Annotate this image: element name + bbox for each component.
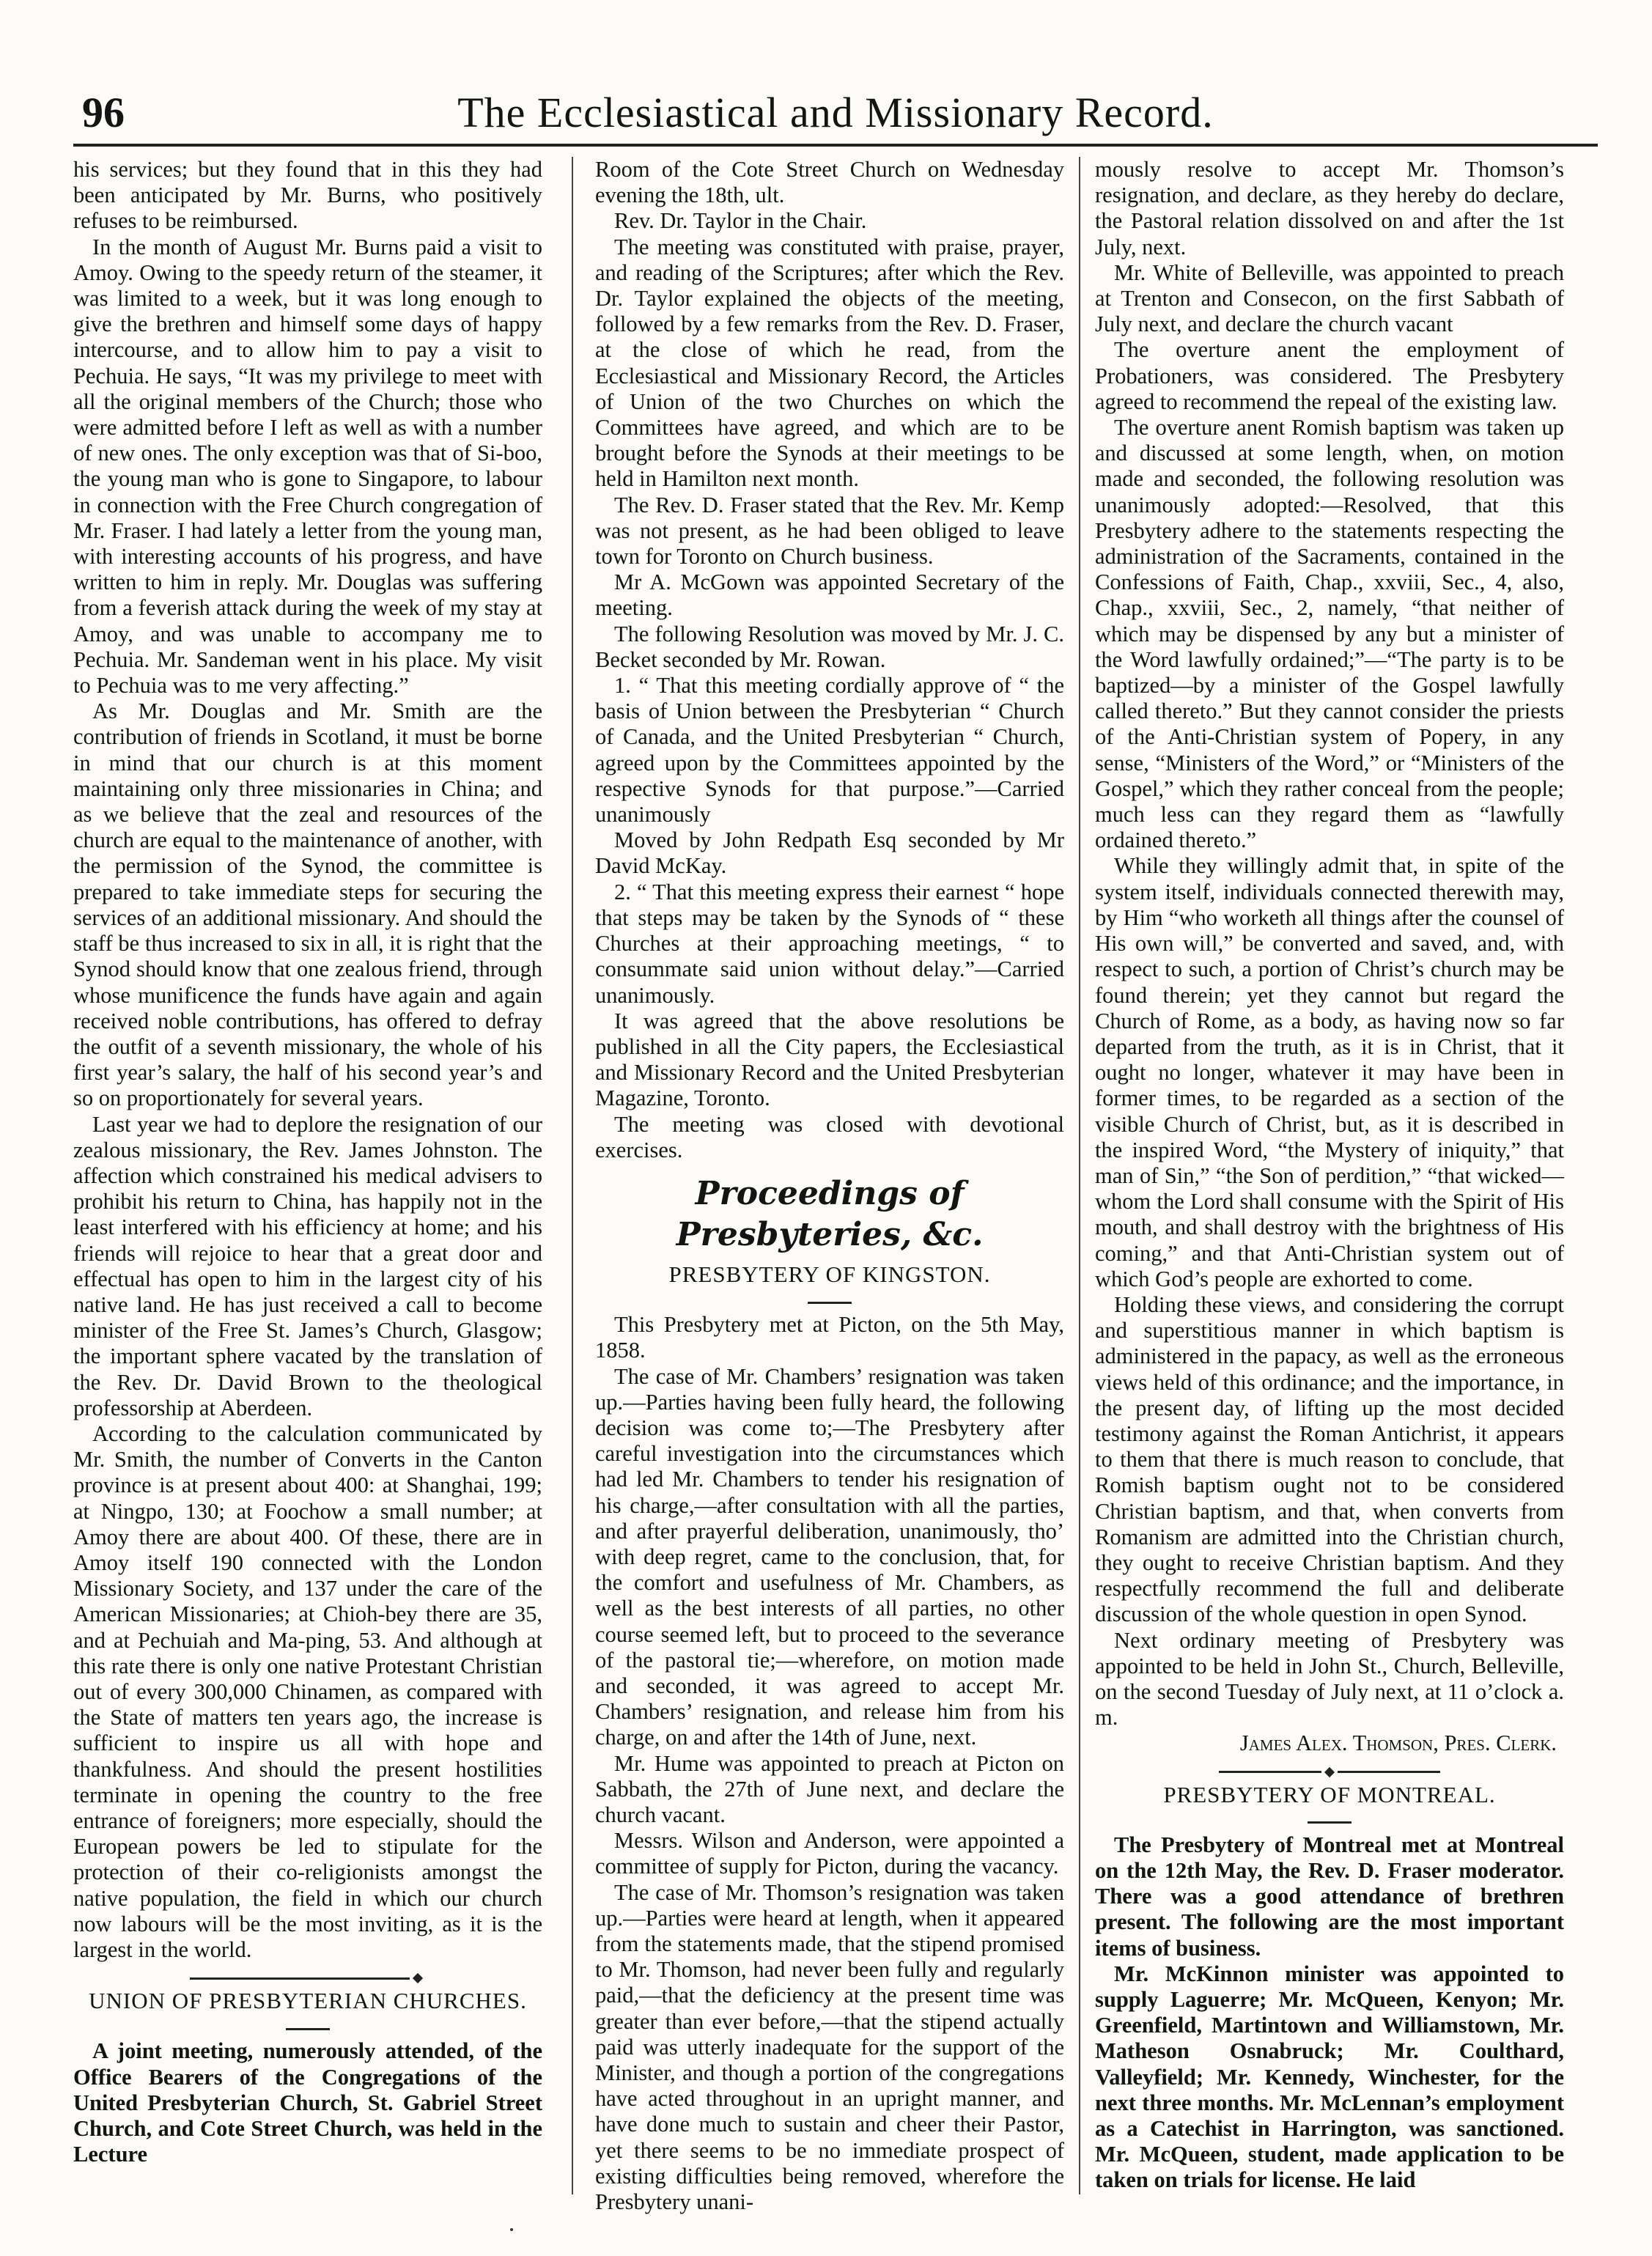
- paragraph: As Mr. Douglas and Mr. Smith are the contribution of friends in Scotland, it must be borne in mind that our church is at this moment maintaining only three missionaries in China; and as we believe that the zeal and resources of the church are equal to the maintenance of another, with the permission of the Synod, the committee is prepared to take immediate steps for securing the services of an additional missionary. And should the staff be thus increased to six in all, it is right that the Synod should know that one zealous friend, through whose munificence the funds have again and again received noble contributions, has offered to defray the outfit of a seventh missionary, the whole of his first year’s salary, the half of his second year’s and so on proportionately for several years.: [73, 698, 542, 1111]
- paragraph: Mr A. McGown was appointed Secretary of the meeting.: [595, 569, 1064, 621]
- paragraph: In the month of August Mr. Burns paid a visit to Amoy. Owing to the speedy return of the steamer, it was limited to a week, but it was long enough to give the brethren and himself some days of happy intercourse, and to allow him to pay a visit to Pechuia. He says, “It was my privilege to meet with all the original members of the Church; those who were admitted before I left as well as with a number of new ones. The only exception was that of Si-boo, the young man who is gone to Singapore, to labour in connection with the Free Church congregation of Mr. Fraser. I had lately a letter from the young man, with interesting accounts of his progress, and have written to him in reply. Mr. Douglas was suffering from a feverish attack during the week of my stay at Amoy, and was unable to accompany me to Pechuia. Mr. Sandeman went in his place. My visit to Pechuia was to me very affecting.”: [73, 234, 542, 698]
- ornament-divider: [1095, 1764, 1564, 1776]
- column-divider: [1079, 157, 1080, 2194]
- paragraph: The meeting was closed with devotional exercises.: [595, 1111, 1064, 1162]
- paragraph: Last year we had to deplore the resignation of our zealous missionary, the Rev. James Johnston. The affection which constrained his medical advisers to prohibit his return to China, has happily not in the least interfered with his efficiency at home; and his friends will rejoice to hear that a great door and effectual has open to him in the largest city of his native land. He has just received a call to become minister of the Free St. James’s Church, Glasgow; the important sphere vacated by the translation of the Rev. Dr. David Brown to the theological professorship at Aberdeen.: [73, 1111, 542, 1420]
- paragraph: Mr. McKinnon minister was appointed to supply Laguerre; Mr. McQueen, Kenyon; Mr. Greenfield, Martintown and Williamstown, Mr. Matheson Osnabruck; Mr. Coulthard, Valleyfield; Mr. Kennedy, Winchester, for the next three months. Mr. McLennan’s employment as a Catechist in Harrington, was sanctioned. Mr. McQueen, student, made application to be taken on trials for license. He laid: [1095, 1961, 1564, 2193]
- paragraph: It was agreed that the above resolutions be published in all the City papers, the Ecclesiastical and Missionary Record and the United Presbyterian Magazine, Toronto.: [595, 1008, 1064, 1111]
- paragraph: The case of Mr. Chambers’ resignation was taken up.—Parties having been fully heard, the following decision was come to;—The Presbytery after careful investigation into the circumstances which had led Mr. Chambers to tender his resignation of his charge,—after consultation with all the parties, and after prayerful deliberation, unanimously, tho’ with deep regret, came to the conclusion, that, for the comfort and usefulness of Mr. Chambers, as well as the best interests of all parties, no other course seemed left, but to proceed to the severance of the pastoral tie;—wherefore, on motion made and seconded, it was agreed to accept Mr. Chambers’ resignation, and release him from his charge, on and after the 14th of June, next.: [595, 1363, 1064, 1750]
- paragraph: Next ordinary meeting of Presbytery was appointed to be held in John St., Church, Belleville, on the second Tuesday of July next, at 11 o’clock a. m.: [1095, 1627, 1564, 1730]
- column-divider: [572, 157, 573, 2194]
- column-2: [595, 157, 1064, 2215]
- paragraph: The overture anent the employment of Probationers, was considered. The Presbytery agreed to recommend the repeal of the existing law.: [1095, 337, 1564, 414]
- page-number: 96: [82, 89, 125, 136]
- section-heading-kingston: PRESBYTERY OF KINGSTON.: [668, 1261, 991, 1287]
- short-rule: [595, 1294, 1064, 1306]
- resolution-1: 1. “ That this meeting cordially approve of “ the basis of Union between the Presbyterian “ Church of Canada, and the United Presbyterian “ Church, agreed upon by the Committees appointed by the respective Synods for that purpose.”—Carried unanimously: [595, 673, 1064, 827]
- paragraph: The Rev. D. Fraser stated that the Rev. Mr. Kemp was not present, as he had been obliged to leave town for Toronto on Church business.: [595, 492, 1064, 569]
- ornament-divider: [73, 1970, 542, 1982]
- page-speck: [510, 2228, 513, 2231]
- paragraph: Mr. Hume was appointed to preach at Picton on Sabbath, the 27th of June next, and declare the church vacant.: [595, 1750, 1064, 1827]
- journal-title: The Ecclesiastical and Missionary Record.: [457, 89, 1214, 136]
- header-rule: [73, 144, 1598, 147]
- paragraph: According to the calculation communicated by Mr. Smith, the number of Converts in the Canton province is at present about 400: at Shanghai, 199; at Ningpo, 130; at Foochow a small number; at Amoy there are about 400. Of these, there are in Amoy itself 190 connected with the London Missionary Society, and 137 under the care of the American Missionaries; at Chioh-bey there are 35, and at Pechuiah and Ma-ping, 53. And although at this rate there is only one native Protestant Christian out of every 300,000 Chinamen, as compared with the State of matters ten years ago, the increase is sufficient to inspire us all with hope and thankfulness. And should the present hostilities terminate in opening the country to the free entrance of foreigners; more especially, should the European powers be led to stipulate for the protection of their co-religionists amongst the native population, the field in which our church now labours will be the most inviting, as it is the largest in the world.: [73, 1420, 542, 1963]
- paragraph: The meeting was constituted with praise, prayer, and reading of the Scriptures; after which the Rev. Dr. Taylor explained the objects of the meeting, followed by a few remarks from the Rev. D. Fraser, at the close of which he read, from the Ecclesiastical and Missionary Record, the Articles of Union of the two Churches on which the Committees have agreed, and which are to be brought before the Synods at their meetings to be held in Hamilton next month.: [595, 234, 1064, 492]
- paragraph: This Presbytery met at Picton, on the 5th May, 1858.: [595, 1312, 1064, 1363]
- paragraph: Holding these views, and considering the corrupt and superstitious manner in which baptism is administered in the papacy, as well as the erroneous views held of this ordinance; and the importance, in the present day, of lifting up the most decided testimony against the Roman Antichrist, it appears to them that there is much reason to conclude, that Romish baptism ought not to be considered Christian baptism, and that, when converts from Romanism are admitted into the Christian church, they ought to receive Christian baptism. And they respectfully recommend the full and deliberate discussion of the whole question in open Synod.: [1095, 1291, 1564, 1627]
- paragraph: The Presbytery of Montreal met at Montreal on the 12th May, the Rev. D. Fraser moderator. There was a good attendance of brethren present. The following are the most important items of business.: [1095, 1832, 1564, 1961]
- paragraph: Moved by John Redpath Esq seconded by Mr David McKay.: [595, 827, 1064, 879]
- paragraph: The overture anent Romish baptism was taken up and discussed at some length, when, on motion made and seconded, the following resolution was unanimously adopted:—Resolved, that this Presbytery adhere to the statements respecting the administration of the Sacraments, contained in the Confessions of Faith, Chap., xxviii, Sec., 4, also, Chap., xxviii, Sec., 2, namely, “that neither of which may be dispensed by any but a minister of the Word lawfully ordained;”—“The party is to be baptized—by a minister of the Gospel lawfully called thereto.” But they cannot consider the priests of the Anti-Christian system of Popery, in any sense, “Ministers of the Word,” or “Ministers of the Gospel,” which they rather conceal from the people; much less can they regard them as “lawfully ordained thereto.”: [1095, 415, 1564, 853]
- column-3: [1095, 157, 1564, 2194]
- paragraph: his services; but they found that in this they had been anticipated by Mr. Burns, who positively refuses to be reimbursed.: [73, 157, 542, 234]
- clerk-signature: James Alex. Thomson, Pres. Clerk.: [1239, 1730, 1557, 1756]
- short-rule: [73, 2021, 542, 2032]
- paragraph: Messrs. Wilson and Anderson, were appointed a committee of supply for Picton, during the vacancy.: [595, 1828, 1064, 1879]
- column-1: [73, 157, 542, 2194]
- paragraph: Mr. White of Belleville, was appointed to preach at Trenton and Consecon, on the first Sabbath of July next, and declare the church vacant: [1095, 259, 1564, 337]
- paragraph: mously resolve to accept Mr. Thomson’s resignation, and declare, as they hereby do declare, the Pastoral relation dissolved on and after the 1st July, next.: [1095, 157, 1564, 259]
- paragraph: The case of Mr. Thomson’s resignation was taken up.—Parties were heard at length, when it appeared from the statements made, that the stipend promised to Mr. Thomson, had never been fully and regularly paid,—that the deficiency at the present time was greater than ever before,—that the stipend actually paid was utterly inadequate for the support of the Minister, and though a portion of the congregations have acted throughout in an upright manner, and have done much to sustain and cheer their Pastor, yet there seems to be no immediate prospect of existing difficulties being removed, wherefore the Presbytery unani-: [595, 1879, 1064, 2215]
- paragraph: A joint meeting, numerously attended, of the Office Bearers of the Congregations of the United Presbyterian Church, St. Gabriel Street Church, and Cote Street Church, was held in the Lecture: [73, 2038, 542, 2167]
- page-header: [73, 88, 1598, 139]
- resolution-2: 2. “ That this meeting express their earnest “ hope that steps may be taken by the Synods of “ these Churches at their approaching meetings, “ to consummate said union without delay.”—Carried unanimously.: [595, 879, 1064, 1008]
- paragraph: Rev. Dr. Taylor in the Chair.: [614, 208, 867, 234]
- short-rule: [1095, 1815, 1564, 1826]
- section-heading-montreal: PRESBYTERY OF MONTREAL.: [1163, 1781, 1496, 1807]
- section-heading-proceedings: Proceedings of Presbyteries, &c.: [676, 1174, 984, 1253]
- paragraph: While they willingly admit that, in spite of the system itself, individuals connected therewith may, by Him “who worketh all things after the counsel of His own will,” be converted and saved, and, with respect to such, a portion of Christ’s church may be found therein; yet they cannot but regard the Church of Rome, as a body, as having now so far departed from the truth, as it is in Christ, that it ought no longer, whatever it may have been in former times, to be regarded as a section of the visible Church of Christ, but, as it is described in the inspired Word, “the Mystery of iniquity,” that man of Sin,” “the Son of perdition,” “that wicked—whom the Lord shall consume with the Spirit of His mouth, and shall destroy with the brightness of His coming,” and that Anti-Christian system out of which God’s people are exhorted to come.: [1095, 853, 1564, 1291]
- section-heading-union: UNION OF PRESBYTERIAN CHURCHES.: [89, 1988, 527, 2014]
- paragraph: The following Resolution was moved by Mr. J. C. Becket seconded by Mr. Rowan.: [595, 621, 1064, 672]
- paragraph: Room of the Cote Street Church on Wednesday evening the 18th, ult.: [595, 157, 1064, 208]
